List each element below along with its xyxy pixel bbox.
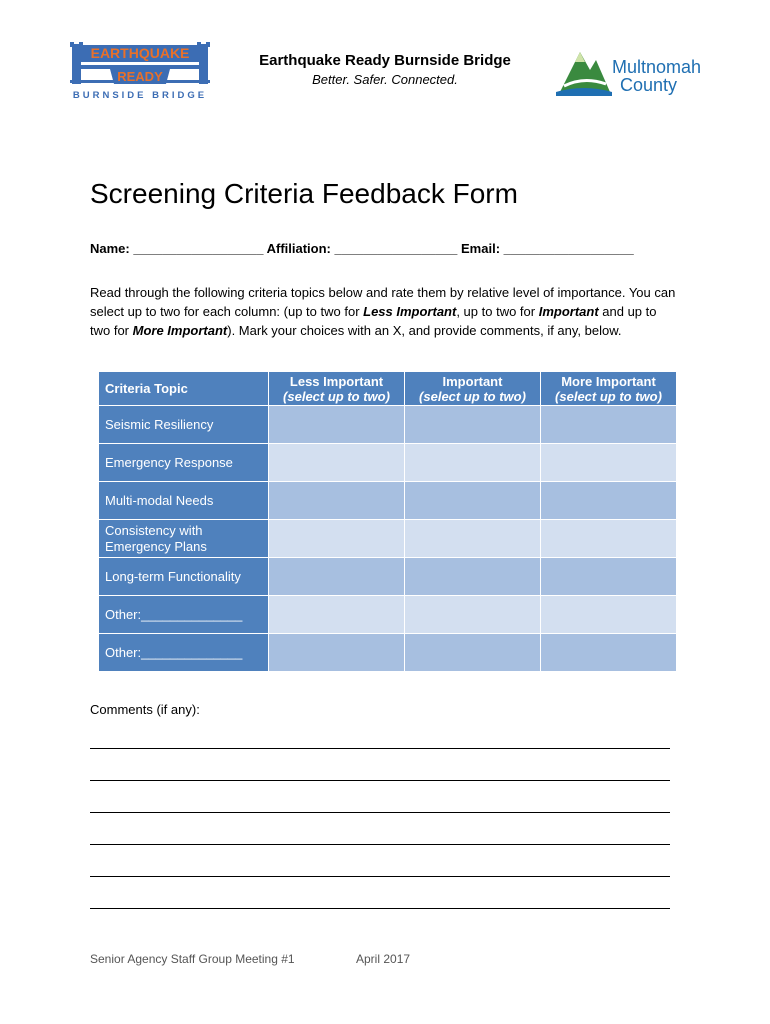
rating-cell-important[interactable] (405, 406, 541, 444)
header-title: Earthquake Ready Burnside Bridge (259, 52, 511, 69)
comment-line[interactable] (90, 812, 670, 813)
rating-cell-less[interactable] (269, 406, 405, 444)
header-criteria-topic: Criteria Topic (99, 372, 269, 406)
more-important-emphasis: More Important (132, 323, 228, 338)
criteria-topic-cell: Long-term Functionality (99, 558, 269, 596)
rating-cell-more[interactable] (541, 558, 677, 596)
header-tagline: Better. Safer. Connected. (312, 72, 458, 87)
rating-cell-less[interactable] (269, 482, 405, 520)
rating-cell-less[interactable] (269, 596, 405, 634)
rating-cell-more[interactable] (541, 482, 677, 520)
instructions-text: Read through the following criteria topics below and rate them by relative level of importance. You can select up to two for each column: (up to two for Less Important, up to two for Important and up to two for More Important). Mark your choices with an X, and provide comments, if any, below. (90, 285, 676, 338)
table-row (99, 406, 677, 444)
rating-cell-less[interactable] (269, 558, 405, 596)
criteria-topic-cell: Multi-modal Needs (99, 482, 269, 520)
earthquake-ready-logo (70, 40, 210, 102)
table-row (99, 558, 677, 596)
rating-cell-less[interactable] (269, 444, 405, 482)
rating-cell-important[interactable] (405, 444, 541, 482)
footer-meeting: Senior Agency Staff Group Meeting #1 (90, 952, 295, 966)
table-row (99, 444, 677, 482)
table-row (99, 520, 677, 558)
comment-line[interactable] (90, 876, 670, 877)
table-row (99, 634, 677, 672)
mountain-trees-icon (556, 46, 612, 96)
rating-cell-more[interactable] (541, 520, 677, 558)
criteria-topic-cell: Emergency Response (99, 444, 269, 482)
criteria-topic-cell: Seismic Resiliency (99, 406, 269, 444)
table-row (99, 596, 677, 634)
comment-line[interactable] (90, 748, 670, 749)
rating-cell-less[interactable] (269, 520, 405, 558)
rating-cell-more[interactable] (541, 406, 677, 444)
header-less-important: Less Important (select up to two) (269, 372, 405, 406)
criteria-topic-cell: Other:______________ (99, 596, 269, 634)
header-more-important: More Important (select up to two) (541, 372, 677, 406)
footer-date: April 2017 (356, 952, 411, 966)
header-important: Important (select up to two) (405, 372, 541, 406)
criteria-topic-cell: Other:______________ (99, 634, 269, 672)
logo-county-line1: Multnomah (612, 57, 702, 77)
comment-line[interactable] (90, 844, 670, 845)
criteria-table (98, 371, 677, 672)
rating-cell-less[interactable] (269, 634, 405, 672)
logo-line2: READY (117, 69, 163, 84)
rating-cell-important[interactable] (405, 520, 541, 558)
rating-cell-important[interactable] (405, 558, 541, 596)
contact-fields[interactable]: Name: __________________ Affiliation: _________________ Email: __________________ (90, 241, 634, 256)
rating-cell-important[interactable] (405, 634, 541, 672)
table-row (99, 482, 677, 520)
logo-line3: BURNSIDE BRIDGE (72, 90, 208, 101)
logo-county-line2: County (620, 75, 678, 95)
multnomah-county-logo (556, 46, 708, 98)
logo-line1: EARTHQUAKE (90, 45, 190, 61)
form-title: Screening Criteria Feedback Form (90, 178, 518, 209)
rating-cell-more[interactable] (541, 634, 677, 672)
rating-cell-more[interactable] (541, 444, 677, 482)
rating-cell-important[interactable] (405, 482, 541, 520)
rating-cell-more[interactable] (541, 596, 677, 634)
important-emphasis: Important (538, 304, 599, 319)
rating-cell-important[interactable] (405, 596, 541, 634)
less-important-emphasis: Less Important (363, 304, 457, 319)
comments-label: Comments (if any): (90, 702, 200, 717)
criteria-topic-cell: Consistency with Emergency Plans (99, 520, 269, 558)
comment-line[interactable] (90, 780, 670, 781)
comment-line[interactable] (90, 908, 670, 909)
